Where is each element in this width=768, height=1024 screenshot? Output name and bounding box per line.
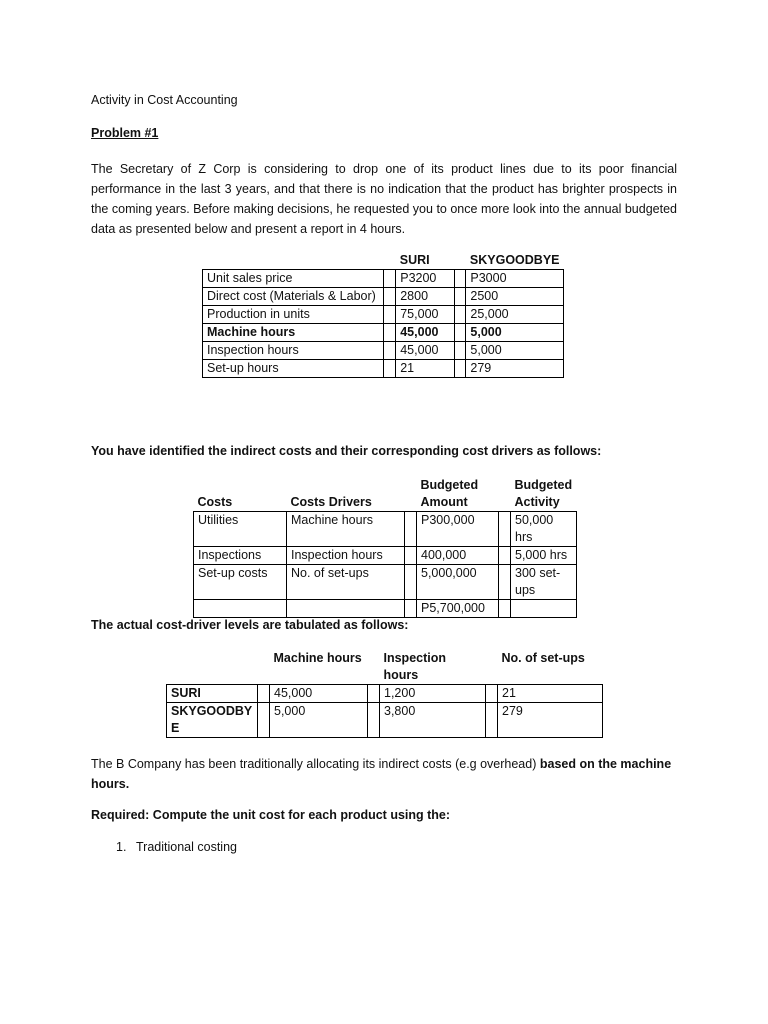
table-row [203,360,564,378]
list-item [116,840,237,854]
cell-suri: 2800 [396,288,454,306]
row-label: Direct cost (Materials & Labor) [203,288,384,306]
cell-activity: 300 set-ups [511,565,577,600]
cell-sky: 279 [466,360,564,378]
allocation-text: The B Company has been traditionally allocating its indirect costs (e.g overhead) [91,757,540,771]
col-header-suri: SURI [399,253,430,267]
cell-inspection: 3,800 [380,703,486,738]
table-row [194,512,577,547]
allocation-text-bold: based on the machine hours. [91,757,672,791]
cell-sky: 5,000 [466,324,564,342]
col-header-amount-2: Amount [420,495,468,509]
col-header-machine-hours: Machine hours [273,651,362,665]
cell-driver: No. of set-ups [287,565,405,600]
required-text: Required: Compute the unit cost for each product using the: [91,808,451,822]
cell-sky: 5,000 [466,342,564,360]
cell-suri: 45,000 [396,324,454,342]
cell-driver [287,600,405,618]
cell-cost [194,600,287,618]
col-header-inspection-hours: Inspection hours [383,651,447,682]
row-label: Production in units [203,306,384,324]
cell-activity [511,600,577,618]
cell-setups: 21 [498,685,603,703]
cell-machine: 45,000 [270,685,368,703]
actual-driver-levels-table [166,650,603,738]
table-row [194,600,577,618]
col-header-activity-2: Activity [514,495,560,509]
cell-amount: 5,000,000 [417,565,499,600]
cell-driver: Machine hours [287,512,405,547]
cell-amount: 400,000 [417,547,499,565]
row-label: Machine hours [203,324,384,342]
cell-product-wrap: E [171,721,180,735]
cell-cost: Set-up costs [194,565,287,600]
indirect-costs-intro: You have identified the indirect costs and their corresponding cost drivers as follows: [91,444,602,458]
row-label: Unit sales price [203,270,384,288]
row-label: Set-up hours [203,360,384,378]
cell-activity: 5,000 hrs [511,547,577,565]
cell-suri: P3200 [396,270,454,288]
cell-cost: Inspections [194,547,287,565]
table-header-row [167,650,603,685]
cell-suri: 45,000 [396,342,454,360]
cell-suri: 75,000 [396,306,454,324]
table-row [203,270,564,288]
cell-activity: 50,000 hrs [511,512,577,547]
cell-setups: 279 [498,703,603,738]
cell-total-amount: P5,700,000 [417,600,499,618]
col-header-setups: No. of set-ups [501,651,585,665]
problem-heading: Problem #1 [91,126,159,140]
col-header-activity-1: Budgeted [514,478,573,492]
cell-product: SURI [167,685,258,703]
col-header-drivers: Costs Drivers [290,495,372,509]
table-row [194,547,577,565]
table-row [167,703,603,738]
cell-inspection: 1,200 [380,685,486,703]
actual-levels-intro: The actual cost-driver levels are tabulated as follows: [91,618,409,632]
cell-sky: 2500 [466,288,564,306]
allocation-paragraph [91,754,677,794]
list-item-number: 1. [116,840,127,854]
indirect-costs-table [193,477,577,618]
table-header-row [194,477,577,512]
document-title: Activity in Cost Accounting [91,93,238,107]
intro-paragraph: The Secretary of Z Corp is considering to drop one of its product lines due to its poor financial performance in the last 3 years, and that there is no indication that the product has brighter prospects in the coming years. Before making decisions, he requested you to once more look into the annual budgeted data as presented below and present a report in 4 hours. [91,162,677,236]
col-header-amount-1: Budgeted [420,478,479,492]
cell-cost: Utilities [194,512,287,547]
cell-driver: Inspection hours [287,547,405,565]
cell-amount: P300,000 [417,512,499,547]
cell-product: SKYGOODBY [171,704,253,718]
col-header-costs: Costs [197,495,233,509]
table-row [203,306,564,324]
list-item-text: Traditional costing [136,840,237,854]
cell-sky: P3000 [466,270,564,288]
table-row [194,565,577,600]
row-label: Inspection hours [203,342,384,360]
budget-data-table [202,252,564,378]
col-header-skygoodbye: SKYGOODBYE [469,253,560,267]
table-row [203,324,564,342]
table-header-row [203,252,564,270]
table-row [203,342,564,360]
cell-machine: 5,000 [270,703,368,738]
table-row [167,685,603,703]
cell-suri: 21 [396,360,454,378]
table-row [203,288,564,306]
cell-sky: 25,000 [466,306,564,324]
